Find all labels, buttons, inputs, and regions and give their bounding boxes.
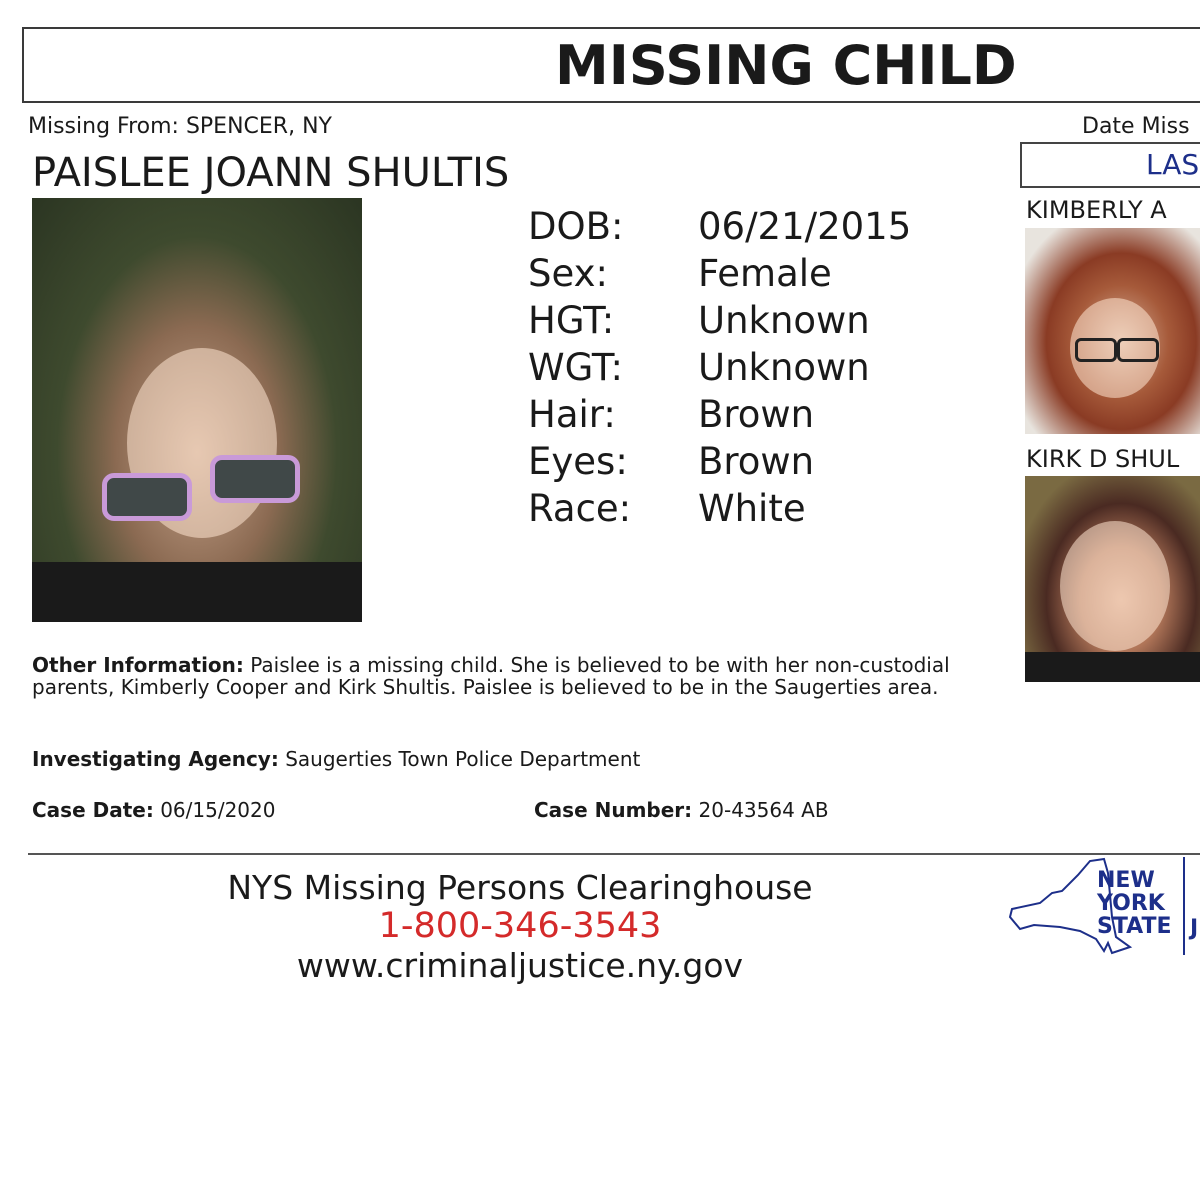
- companion-photo-1: [1025, 228, 1200, 434]
- investigating-agency: [32, 747, 640, 771]
- companion-name-2: KIRK D SHUL: [1026, 445, 1180, 473]
- stat-label-dob: DOB:: [528, 205, 624, 248]
- stat-value-eyes: Brown: [698, 440, 815, 483]
- stat-label-weight: WGT:: [528, 346, 623, 389]
- last-seen-text: LAS: [1146, 148, 1200, 181]
- child-name: PAISLEE JOANN SHULTIS: [32, 150, 510, 196]
- case-date: [32, 798, 275, 822]
- missing-from-label: Missing From:: [28, 114, 179, 139]
- stat-value-weight: Unknown: [698, 346, 870, 389]
- case-date-value: 06/15/2020: [160, 798, 276, 822]
- companion-name-1: KIMBERLY A: [1026, 196, 1167, 224]
- stat-label-hair: Hair:: [528, 393, 616, 436]
- case-number-label: Case Number:: [534, 798, 693, 822]
- missing-from: [28, 114, 332, 139]
- stat-value-dob: 06/21/2015: [698, 205, 912, 248]
- agency-label: Investigating Agency:: [32, 747, 279, 771]
- companion-photo-2: [1025, 476, 1200, 682]
- stat-label-eyes: Eyes:: [528, 440, 628, 483]
- other-information: [32, 654, 1017, 698]
- logo-tail: J: [1190, 916, 1199, 941]
- stat-label-race: Race:: [528, 487, 632, 530]
- stat-value-sex: Female: [698, 252, 832, 295]
- case-number-value: 20-43564 AB: [698, 798, 829, 822]
- missing-from-value: SPENCER, NY: [185, 114, 332, 139]
- footer-phone: 1-800-346-3543: [378, 906, 662, 946]
- footer-website: www.criminaljustice.ny.gov: [296, 946, 744, 985]
- stat-value-hair: Brown: [698, 393, 815, 436]
- footer-organization: NYS Missing Persons Clearinghouse: [227, 868, 813, 907]
- other-info-text: Paislee is a missing child. She is believed to be with her non-custodial parents, Kimberly Cooper and Kirk Shultis. Paislee is believed to be in the Saugerties area.: [32, 653, 950, 699]
- stat-value-height: Unknown: [698, 299, 870, 342]
- nys-logo: [1000, 855, 1200, 965]
- case-number: [534, 798, 829, 822]
- stat-value-race: White: [698, 487, 806, 530]
- logo-line-state: STATE: [1097, 914, 1172, 939]
- date-missing-label: Date Miss: [1082, 114, 1190, 139]
- agency-value: Saugerties Town Police Department: [285, 747, 641, 771]
- stat-label-height: HGT:: [528, 299, 615, 342]
- other-info-label: Other Information:: [32, 653, 244, 677]
- logo-line-new: NEW: [1097, 868, 1155, 893]
- stat-label-sex: Sex:: [528, 252, 608, 295]
- child-photo: [32, 198, 362, 622]
- case-date-label: Case Date:: [32, 798, 154, 822]
- logo-line-york: YORK: [1097, 891, 1165, 916]
- poster-title: MISSING CHILD: [555, 34, 1017, 97]
